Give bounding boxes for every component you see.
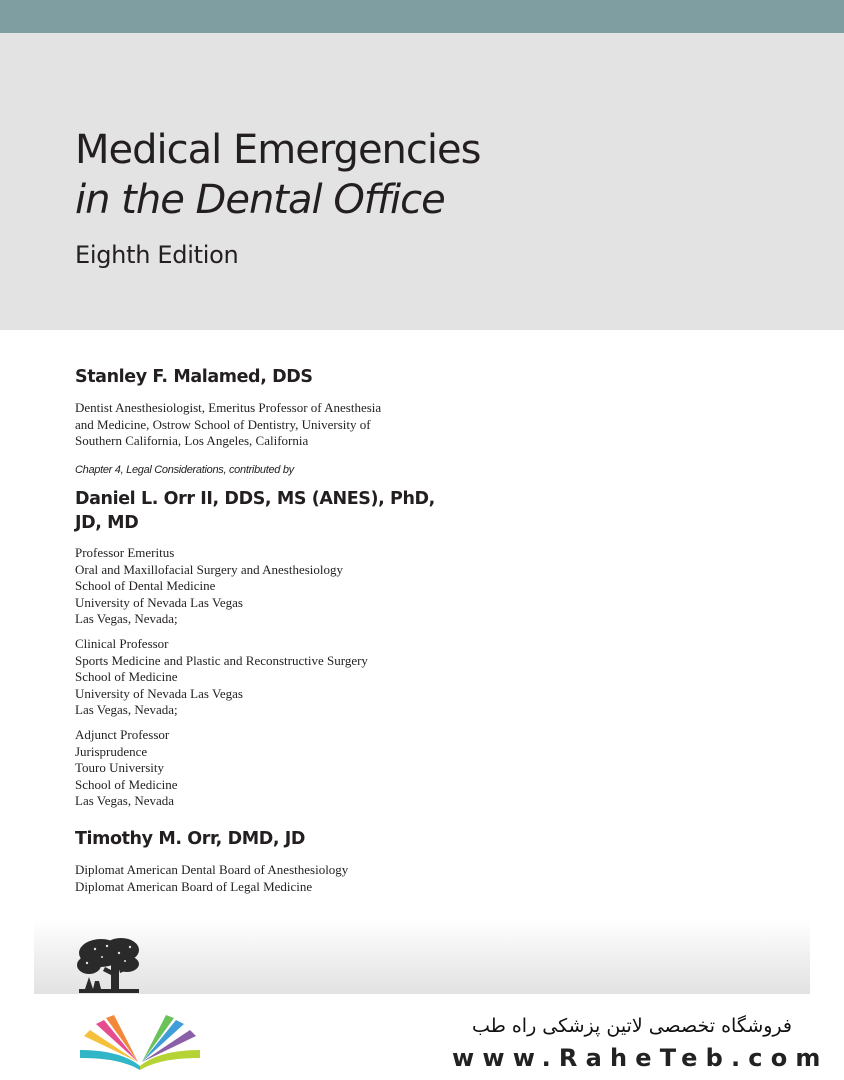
- affiliation-line: and Medicine, Ostrow School of Dentistry, University of: [75, 416, 371, 432]
- affiliation-line: Professor Emeritus: [75, 545, 175, 560]
- affiliation-block: [75, 545, 343, 628]
- edition-label: Eighth Edition: [75, 241, 239, 269]
- affiliation-line: Las Vegas, Nevada;: [75, 611, 178, 626]
- store-url: www.RaheTeb.com: [452, 1044, 829, 1072]
- open-book-icon: [78, 1010, 203, 1074]
- book-title: Medical Emergencies: [75, 127, 481, 173]
- affiliation-line: Diplomat American Board of Legal Medicine: [75, 878, 313, 894]
- author-affiliation-timothy-orr: [75, 862, 348, 895]
- affiliation-line: Oral and Maxillofacial Surgery and Anesthesiology: [75, 561, 344, 577]
- affiliation-line: Diplomat American Dental Board of Anesthesiology: [75, 862, 349, 877]
- publisher-band: [34, 920, 810, 994]
- affiliation-line: Sports Medicine and Plastic and Reconstructive Surgery: [75, 652, 368, 668]
- affiliation-line: Touro University: [75, 760, 164, 775]
- author-name-daniel-orr: Daniel L. Orr II, DDS, MS (ANES), PhD,: [75, 489, 435, 509]
- affiliation-line: Adjunct Professor: [75, 727, 170, 742]
- affiliation-line: School of Medicine: [75, 669, 178, 684]
- affiliation-line: School of Dental Medicine: [75, 578, 216, 593]
- contribution-note: Chapter 4, Legal Considerations, contributed by: [75, 464, 294, 476]
- author-affiliation-malamed: [75, 400, 381, 450]
- affiliation-line: Southern California, Los Angeles, California: [75, 433, 309, 448]
- book-subtitle: in the Dental Office: [75, 177, 445, 223]
- affiliation-line: Las Vegas, Nevada;: [75, 702, 178, 717]
- author-name-daniel-orr-cont: JD, MD: [75, 513, 139, 533]
- affiliation-line: Clinical Professor: [75, 636, 169, 651]
- affiliation-line: Dentist Anesthesiologist, Emeritus Professor of Anesthesia: [75, 400, 382, 415]
- top-color-bar: [0, 0, 844, 33]
- author-name-malamed: Stanley F. Malamed, DDS: [75, 367, 313, 387]
- affiliation-line: School of Medicine: [75, 776, 178, 792]
- affiliation-line: University of Nevada Las Vegas: [75, 685, 243, 701]
- affiliation-block: [75, 727, 178, 810]
- affiliation-line: Las Vegas, Nevada: [75, 793, 175, 808]
- tree-engraving-icon: [75, 937, 143, 994]
- author-name-timothy-orr: Timothy M. Orr, DMD, JD: [75, 829, 306, 849]
- affiliation-block: [75, 636, 368, 719]
- affiliation-line: Jurisprudence: [75, 743, 148, 759]
- affiliation-line: University of Nevada Las Vegas: [75, 594, 243, 610]
- store-name: فروشگاه تخصصی لاتین پزشکی راه طب: [472, 1015, 792, 1037]
